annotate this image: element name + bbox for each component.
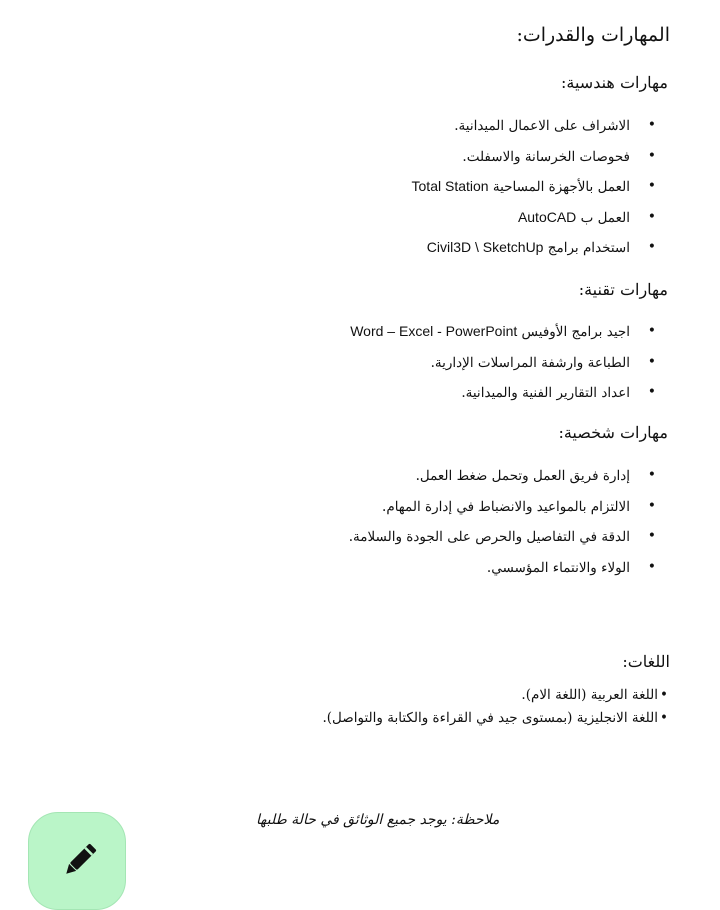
list-item: • العمل بالأجهزة المساحية Total Station [412,171,656,202]
list-item: • اعداد التقارير الفنية والميدانية. [350,377,656,408]
list-item: • الطباعة وارشفة المراسلات الإدارية. [350,347,656,378]
languages-list [323,684,669,730]
pencil-icon [57,839,101,883]
documents-note: ملاحظة: يوجد جميع الوثائق في حالة طلبها [256,812,500,828]
list-item: • اجيد برامج الأوفيس Word – Excel - PowerPoint [350,316,656,347]
list-item: • اللغة العربية (اللغة الام). [323,684,669,707]
engineering-skills-heading: مهارات هندسية: [560,73,668,92]
engineering-skills-list [412,110,656,263]
edit-button[interactable] [28,812,126,910]
section-title: المهارات والقدرات: [516,24,670,46]
personal-skills-list [349,460,656,582]
list-item: • الولاء والانتماء المؤسسي. [349,552,656,583]
list-item: • اللغة الانجليزية (بمستوى جيد في القراءة والكتابة والتواصل). [323,707,669,730]
technical-skills-list [350,316,656,408]
list-item: • فحوصات الخرسانة والاسفلت. [412,141,656,172]
list-item: • استخدام برامج Civil3D \ SketchUp [412,232,656,263]
list-item: • الالتزام بالمواعيد والانضباط في إدارة المهام. [349,491,656,522]
list-item: • إدارة فريق العمل وتحمل ضغط العمل. [349,460,656,491]
list-item: • العمل ب AutoCAD [412,202,656,233]
personal-skills-heading: مهارات شخصية: [558,423,668,442]
technical-skills-heading: مهارات تقنية: [578,280,668,299]
list-item: • الدقة في التفاصيل والحرص على الجودة والسلامة. [349,521,656,552]
list-item: • الاشراف على الاعمال الميدانية. [412,110,656,141]
languages-heading: اللغات: [622,652,670,671]
